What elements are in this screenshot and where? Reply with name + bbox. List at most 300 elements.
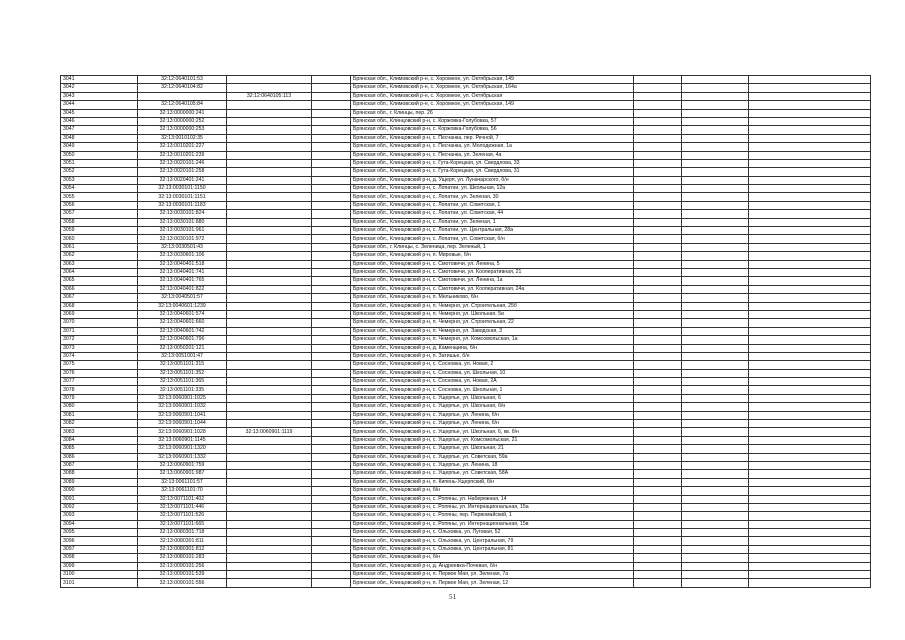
row-number-cell: 3072 [61, 336, 138, 344]
row-number-cell: 3075 [61, 361, 138, 369]
cadastral-number-cell: 32:13:0000000:241 [138, 109, 227, 117]
empty-cell [749, 319, 871, 327]
row-number-cell: 3058 [61, 218, 138, 226]
cadastral-number-2-cell [227, 520, 312, 528]
empty-cell [682, 495, 749, 503]
empty-cell [634, 352, 682, 360]
row-number-cell: 3081 [61, 411, 138, 419]
cadastral-number-cell: 32:13:0071101:665 [138, 520, 227, 528]
empty-cell [749, 285, 871, 293]
empty-cell [634, 369, 682, 377]
table-row [61, 420, 871, 428]
empty-cell [634, 478, 682, 486]
empty-cell [634, 302, 682, 310]
empty-cell [682, 571, 749, 579]
empty-cell [312, 176, 351, 184]
empty-cell [682, 386, 749, 394]
cadastral-number-2-cell [227, 369, 312, 377]
empty-cell [312, 277, 351, 285]
cadastral-number-2-cell [227, 344, 312, 352]
address-cell: Брянская обл., Клинцовский р-н, с. Сосновка, ул. Новая, 2А [351, 378, 634, 386]
cadastral-number-2-cell [227, 243, 312, 251]
empty-cell [312, 386, 351, 394]
cadastral-number-cell: 32:13:0051101:335 [138, 386, 227, 394]
empty-cell [682, 109, 749, 117]
empty-cell [682, 529, 749, 537]
empty-cell [749, 101, 871, 109]
empty-cell [749, 193, 871, 201]
empty-cell [312, 487, 351, 495]
row-number-cell: 3086 [61, 453, 138, 461]
empty-cell [682, 545, 749, 553]
row-number-cell: 3049 [61, 143, 138, 151]
row-number-cell: 3046 [61, 117, 138, 125]
empty-cell [749, 461, 871, 469]
cadastral-number-2-cell [227, 487, 312, 495]
cadastral-number-cell: 32:13:0000000:252 [138, 117, 227, 125]
table-row [61, 235, 871, 243]
empty-cell [312, 210, 351, 218]
empty-cell [634, 503, 682, 511]
table-row [61, 84, 871, 92]
empty-cell [312, 344, 351, 352]
empty-cell [312, 436, 351, 444]
cadastral-number-cell: 32:13:0030101:1183 [138, 201, 227, 209]
address-cell: Брянская обл., Клинцовский р-н, д. Андреевка-Почевая, б/н [351, 562, 634, 570]
table-row [61, 453, 871, 461]
empty-cell [634, 227, 682, 235]
table-row [61, 520, 871, 528]
empty-cell [749, 201, 871, 209]
empty-cell [312, 243, 351, 251]
empty-cell [312, 361, 351, 369]
address-cell: Брянская обл., Клинцовский р-н, б/н [351, 554, 634, 562]
cadastral-number-2-cell [227, 101, 312, 109]
table-row [61, 285, 871, 293]
row-number-cell: 3057 [61, 210, 138, 218]
cadastral-number-2-cell [227, 193, 312, 201]
empty-cell [634, 201, 682, 209]
empty-cell [634, 529, 682, 537]
cadastral-number-2-cell [227, 117, 312, 125]
empty-cell [749, 579, 871, 587]
row-number-cell: 3080 [61, 403, 138, 411]
table-row [61, 134, 871, 142]
cadastral-number-cell: 32:12:0640104:82 [138, 84, 227, 92]
cadastral-number-2-cell [227, 478, 312, 486]
empty-cell [634, 134, 682, 142]
empty-cell [749, 537, 871, 545]
cadastral-number-2-cell [227, 361, 312, 369]
table-row [61, 319, 871, 327]
registry-table [60, 75, 871, 588]
table-row [61, 378, 871, 386]
empty-cell [749, 218, 871, 226]
table-row [61, 428, 871, 436]
table-row [61, 277, 871, 285]
empty-cell [312, 84, 351, 92]
cadastral-number-2-cell [227, 420, 312, 428]
cadastral-number-2-cell [227, 537, 312, 545]
table-row [61, 579, 871, 587]
empty-cell [682, 361, 749, 369]
row-number-cell: 3085 [61, 445, 138, 453]
cadastral-number-cell: 32:13:0080301:718 [138, 529, 227, 537]
table-row [61, 529, 871, 537]
cadastral-number-cell: 32:13:0040601:660 [138, 319, 227, 327]
empty-cell [312, 268, 351, 276]
cadastral-number-cell: 32:13:0040501:57 [138, 294, 227, 302]
row-number-cell: 3061 [61, 243, 138, 251]
table-row [61, 76, 871, 84]
empty-cell [749, 411, 871, 419]
cadastral-number-cell: 32:13:0040601:742 [138, 327, 227, 335]
row-number-cell: 3083 [61, 428, 138, 436]
empty-cell [634, 428, 682, 436]
empty-cell [312, 411, 351, 419]
cadastral-number-cell: 32:13:0061101:70 [138, 487, 227, 495]
address-cell: Брянская обл., Клинцовский р-н, с. Ущерпье, ул. Школьная, 6, кв. б/н [351, 428, 634, 436]
table-row [61, 478, 871, 486]
address-cell: Брянская обл., Клинцовский р-н, с. Песчанка, пер. Речной, 7 [351, 134, 634, 142]
empty-cell [749, 336, 871, 344]
address-cell: Брянская обл., Клинцовский р-н, п. Первое Мая, ул. Зеленая, 7а [351, 571, 634, 579]
empty-cell [682, 243, 749, 251]
empty-cell [682, 268, 749, 276]
row-number-cell: 3042 [61, 84, 138, 92]
row-number-cell: 3050 [61, 151, 138, 159]
empty-cell [634, 310, 682, 318]
table-row [61, 554, 871, 562]
empty-cell [312, 453, 351, 461]
table-row [61, 487, 871, 495]
empty-cell [634, 562, 682, 570]
cadastral-number-cell: 32:13:0030101:880 [138, 218, 227, 226]
address-cell: Брянская обл., Клинцовский р-н, с. Лопатни, ул. Советская, 44 [351, 210, 634, 218]
empty-cell [749, 512, 871, 520]
empty-cell [682, 218, 749, 226]
empty-cell [312, 201, 351, 209]
row-number-cell: 3045 [61, 109, 138, 117]
empty-cell [682, 294, 749, 302]
empty-cell [749, 227, 871, 235]
empty-cell [682, 260, 749, 268]
cadastral-number-2-cell [227, 126, 312, 134]
table-row [61, 512, 871, 520]
empty-cell [312, 579, 351, 587]
row-number-cell: 3068 [61, 302, 138, 310]
cadastral-number-cell: 32:13:0030101:824 [138, 210, 227, 218]
empty-cell [749, 327, 871, 335]
row-number-cell: 3073 [61, 344, 138, 352]
empty-cell [749, 159, 871, 167]
empty-cell [634, 76, 682, 84]
address-cell: Брянская обл., г. Клинцы, с. Зеленица, пер. Зеленый, 1 [351, 243, 634, 251]
table-row [61, 159, 871, 167]
row-number-cell: 3052 [61, 168, 138, 176]
table-row [61, 361, 871, 369]
empty-cell [634, 109, 682, 117]
row-number-cell: 3062 [61, 252, 138, 260]
empty-cell [749, 428, 871, 436]
table-row [61, 386, 871, 394]
cadastral-number-cell [138, 92, 227, 100]
row-number-cell: 3084 [61, 436, 138, 444]
empty-cell [682, 512, 749, 520]
empty-cell [312, 571, 351, 579]
cadastral-number-2-cell: 32:12:0640105:113 [227, 92, 312, 100]
empty-cell [634, 143, 682, 151]
empty-cell [749, 487, 871, 495]
table-row [61, 126, 871, 134]
row-number-cell: 3053 [61, 176, 138, 184]
empty-cell [312, 512, 351, 520]
address-cell: Брянская обл., Клинцовский р-н, с. Ропяны, ул. Набережная, 14 [351, 495, 634, 503]
address-cell: Брянская обл., Клинцовский р-н, с. Ущерпье, ул. Советская, 58А [351, 470, 634, 478]
empty-cell [312, 562, 351, 570]
empty-cell [749, 185, 871, 193]
empty-cell [682, 327, 749, 335]
empty-cell [682, 227, 749, 235]
empty-cell [634, 378, 682, 386]
cadastral-number-cell: 32:13:0030501:43 [138, 243, 227, 251]
cadastral-number-cell: 32:13:0020401:241 [138, 176, 227, 184]
table-row [61, 176, 871, 184]
cadastral-number-2-cell [227, 285, 312, 293]
cadastral-number-cell: 32:13:0061101:57 [138, 478, 227, 486]
cadastral-number-2-cell [227, 352, 312, 360]
cadastral-number-2-cell [227, 176, 312, 184]
table-row [61, 369, 871, 377]
empty-cell [682, 302, 749, 310]
address-cell: Брянская обл., Клинцовский р-н, д. Каменщина, б/н [351, 344, 634, 352]
cadastral-number-2-cell [227, 512, 312, 520]
address-cell: Брянская обл., Клинцовский р-н, с. Ущерпье, ул. Ленина, б/н [351, 420, 634, 428]
empty-cell [682, 319, 749, 327]
empty-cell [634, 327, 682, 335]
cadastral-number-cell: 32:13:0071101:402 [138, 495, 227, 503]
empty-cell [634, 218, 682, 226]
row-number-cell: 3078 [61, 386, 138, 394]
address-cell: Брянская обл., Климовский р-н, с. Хоромное, ул. Октябрьская, 164а [351, 84, 634, 92]
address-cell: Брянская обл., Клинцовский р-н, с. Ропяны, ул. Интернациональная, 15а [351, 503, 634, 511]
address-cell: Брянская обл., Клинцовский р-н, с. Лопатни, ул. Советская, 1 [351, 201, 634, 209]
cadastral-number-cell: 32:13:0010102:35 [138, 134, 227, 142]
address-cell: Брянская обл., Клинцовский р-н, с. Ущерпье, ул. Советская, 59а [351, 453, 634, 461]
empty-cell [634, 420, 682, 428]
cadastral-number-2-cell: 32:13:0060901:1119 [227, 428, 312, 436]
address-cell: Брянская обл., Клинцовский р-н, с. Лопатни, ул. Зеленая, 1 [351, 218, 634, 226]
address-cell: Брянская обл., Клинцовский р-н, с. Ольховка, ул. Луговая, 52 [351, 529, 634, 537]
cadastral-number-cell: 32:13:0080301:811 [138, 537, 227, 545]
empty-cell [312, 478, 351, 486]
empty-cell [634, 92, 682, 100]
cadastral-number-2-cell [227, 327, 312, 335]
address-cell: Брянская обл., Клинцовский р-н, с. Коржовка-Голубовка, 56 [351, 126, 634, 134]
cadastral-number-cell: 32:13:0060901:1145 [138, 436, 227, 444]
cadastral-number-2-cell [227, 159, 312, 167]
cadastral-number-2-cell [227, 168, 312, 176]
empty-cell [634, 185, 682, 193]
cadastral-number-cell: 32:13:0030101:972 [138, 235, 227, 243]
address-cell: Брянская обл., Клинцовский р-н, п. Кипень-Ущерпский, б/н [351, 478, 634, 486]
row-number-cell: 3041 [61, 76, 138, 84]
empty-cell [312, 520, 351, 528]
address-cell: Брянская обл., Клинцовский р-н, с. Смотовичи, ул. Кооперативная, 24а [351, 285, 634, 293]
empty-cell [634, 243, 682, 251]
empty-cell [634, 403, 682, 411]
empty-cell [312, 302, 351, 310]
empty-cell [634, 252, 682, 260]
row-number-cell: 3060 [61, 235, 138, 243]
empty-cell [634, 470, 682, 478]
row-number-cell: 3056 [61, 201, 138, 209]
row-number-cell: 3091 [61, 495, 138, 503]
empty-cell [312, 76, 351, 84]
cadastral-number-2-cell [227, 185, 312, 193]
cadastral-number-2-cell [227, 109, 312, 117]
cadastral-number-cell: 32:13:0080101:283 [138, 554, 227, 562]
cadastral-number-2-cell [227, 76, 312, 84]
cadastral-number-cell: 32:13:0010201:227 [138, 143, 227, 151]
empty-cell [312, 470, 351, 478]
cadastral-number-2-cell [227, 503, 312, 511]
row-number-cell: 3071 [61, 327, 138, 335]
cadastral-number-cell: 32:13:0080301:812 [138, 545, 227, 553]
cadastral-number-cell: 32:13:0060901:987 [138, 470, 227, 478]
empty-cell [312, 285, 351, 293]
cadastral-number-cell: 32:13:0040401:741 [138, 268, 227, 276]
empty-cell [634, 268, 682, 276]
empty-cell [749, 403, 871, 411]
empty-cell [634, 579, 682, 587]
cadastral-number-2-cell [227, 134, 312, 142]
empty-cell [682, 461, 749, 469]
empty-cell [749, 478, 871, 486]
cadastral-number-cell: 32:13:0010201:239 [138, 151, 227, 159]
empty-cell [749, 243, 871, 251]
table-row [61, 503, 871, 511]
empty-cell [634, 277, 682, 285]
table-row [61, 268, 871, 276]
empty-cell [312, 403, 351, 411]
empty-cell [749, 369, 871, 377]
row-number-cell: 3048 [61, 134, 138, 142]
empty-cell [749, 252, 871, 260]
empty-cell [634, 571, 682, 579]
empty-cell [749, 176, 871, 184]
empty-cell [312, 227, 351, 235]
address-cell: Брянская обл., Клинцовский р-н, с. Ущерпье, ул. Школьная, 21 [351, 445, 634, 453]
table-row [61, 109, 871, 117]
address-cell: Брянская обл., Климовский р-н, с. Хоромное, ул. Октябрьская [351, 92, 634, 100]
cadastral-number-cell: 32:13:0071101:446 [138, 503, 227, 511]
empty-cell [749, 344, 871, 352]
empty-cell [749, 294, 871, 302]
cadastral-number-2-cell [227, 403, 312, 411]
empty-cell [682, 310, 749, 318]
address-cell: Брянская обл., Клинцовский р-н, п. Затишье, б/н [351, 352, 634, 360]
cadastral-number-2-cell [227, 411, 312, 419]
cadastral-number-cell: 32:13:0060901:1044 [138, 420, 227, 428]
empty-cell [682, 411, 749, 419]
empty-cell [634, 168, 682, 176]
cadastral-number-2-cell [227, 386, 312, 394]
table-row [61, 461, 871, 469]
empty-cell [634, 294, 682, 302]
empty-cell [634, 319, 682, 327]
address-cell: Брянская обл., Клинцовский р-н, с. Сосновка, ул. Школьная, 10 [351, 369, 634, 377]
row-number-cell: 3066 [61, 285, 138, 293]
row-number-cell: 3074 [61, 352, 138, 360]
address-cell: Брянская обл., Клинцовский р-н, с. Ольховка, ул. Центральная, 81 [351, 545, 634, 553]
row-number-cell: 3069 [61, 310, 138, 318]
empty-cell [682, 176, 749, 184]
empty-cell [312, 336, 351, 344]
empty-cell [312, 545, 351, 553]
empty-cell [682, 159, 749, 167]
row-number-cell: 3092 [61, 503, 138, 511]
cadastral-number-cell: 32:13:0060901:1320 [138, 445, 227, 453]
address-cell: Брянская обл., Климовский р-н, с. Хоромное, ул. Октябрьская, 149 [351, 101, 634, 109]
empty-cell [634, 117, 682, 125]
empty-cell [749, 117, 871, 125]
empty-cell [749, 562, 871, 570]
empty-cell [682, 185, 749, 193]
cadastral-number-cell: 32:13:0051001:47 [138, 352, 227, 360]
row-number-cell: 3054 [61, 185, 138, 193]
row-number-cell: 3098 [61, 554, 138, 562]
empty-cell [634, 159, 682, 167]
row-number-cell: 3082 [61, 420, 138, 428]
address-cell: Брянская обл., г. Клинцы, пер. 26 [351, 109, 634, 117]
table-row [61, 151, 871, 159]
empty-cell [749, 386, 871, 394]
cadastral-number-cell: 32:13:0030101:1150 [138, 185, 227, 193]
empty-cell [749, 92, 871, 100]
empty-cell [682, 470, 749, 478]
empty-cell [749, 277, 871, 285]
empty-cell [749, 520, 871, 528]
table-row [61, 545, 871, 553]
empty-cell [682, 193, 749, 201]
cadastral-number-cell: 32:13:0020101:258 [138, 168, 227, 176]
row-number-cell: 3090 [61, 487, 138, 495]
empty-cell [634, 487, 682, 495]
empty-cell [749, 210, 871, 218]
cadastral-number-2-cell [227, 436, 312, 444]
table-row [61, 394, 871, 402]
empty-cell [312, 495, 351, 503]
table-row [61, 562, 871, 570]
empty-cell [749, 436, 871, 444]
empty-cell [749, 445, 871, 453]
empty-cell [634, 193, 682, 201]
cadastral-number-cell: 32:13:0060901:1025 [138, 394, 227, 402]
empty-cell [634, 461, 682, 469]
empty-cell [682, 445, 749, 453]
table-row [61, 117, 871, 125]
empty-cell [682, 285, 749, 293]
table-row [61, 252, 871, 260]
empty-cell [312, 319, 351, 327]
row-number-cell: 3059 [61, 227, 138, 235]
empty-cell [312, 394, 351, 402]
row-number-cell: 3067 [61, 294, 138, 302]
empty-cell [312, 378, 351, 386]
table-row [61, 201, 871, 209]
empty-cell [682, 210, 749, 218]
